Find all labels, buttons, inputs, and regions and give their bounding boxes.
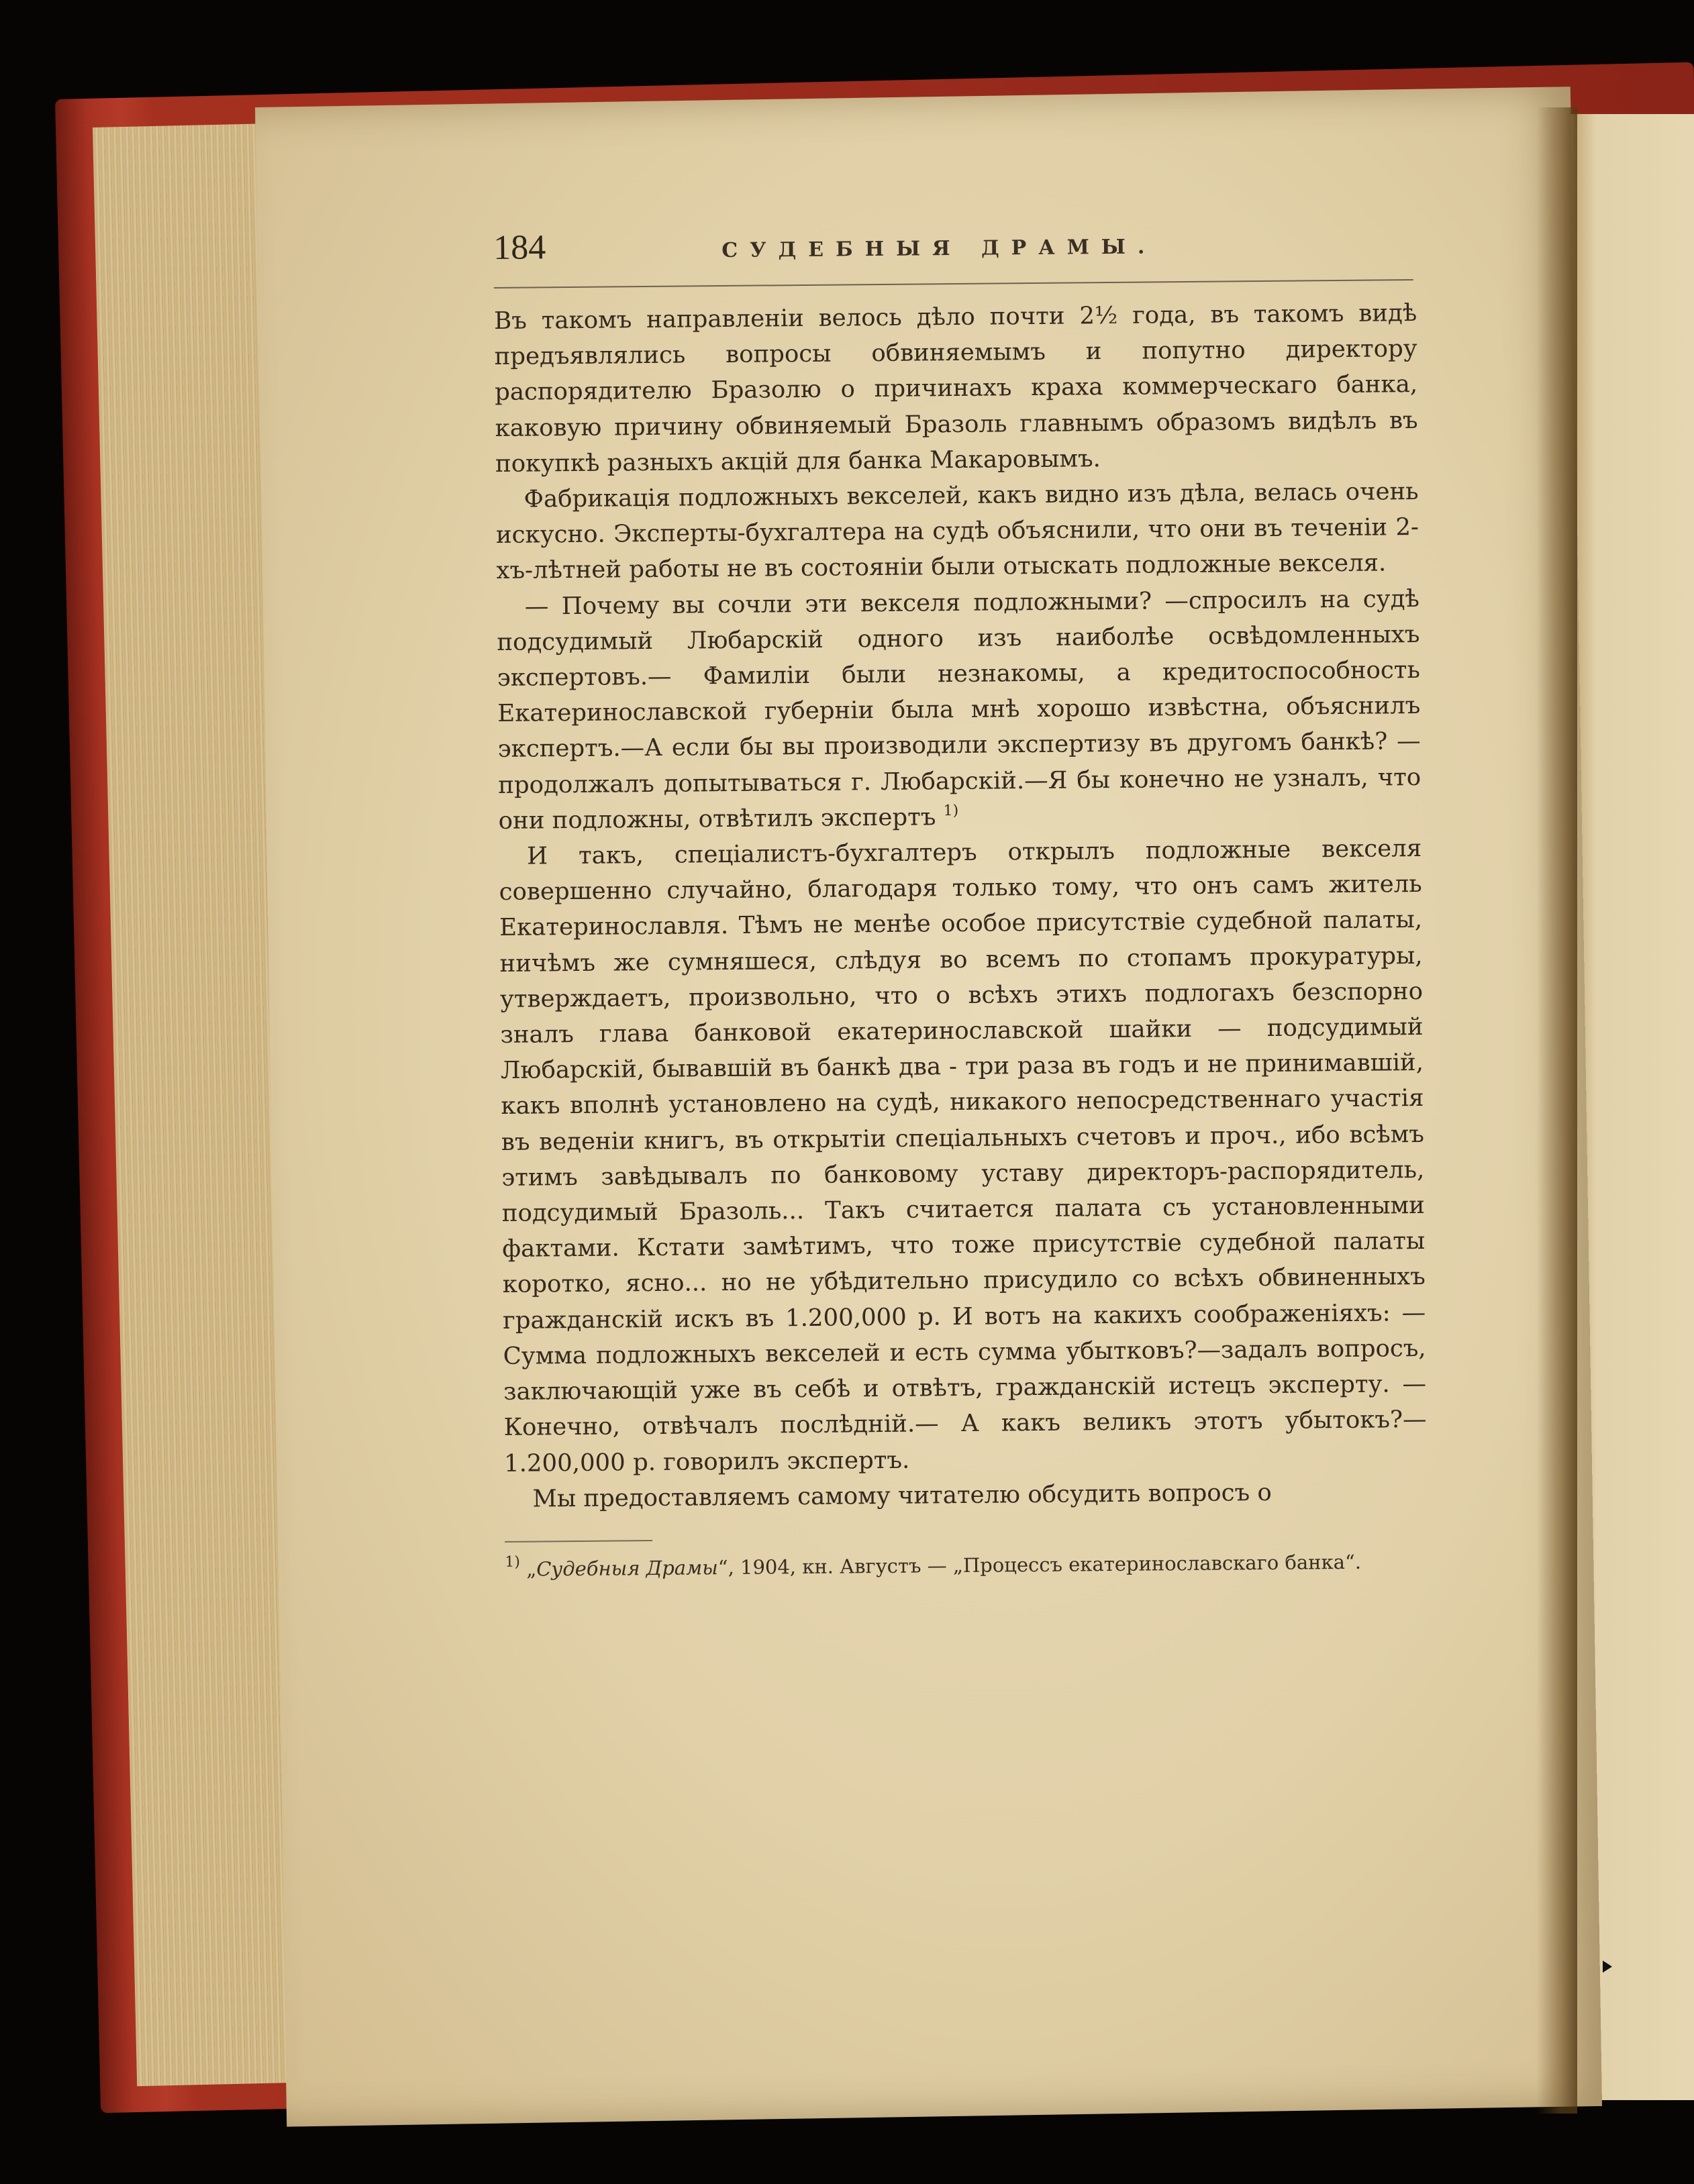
footnote-marker: 1) xyxy=(505,1553,521,1571)
footnote-source-title: Судебныя Драмы xyxy=(536,1556,718,1581)
page-header xyxy=(493,220,1417,282)
page-number: 184 xyxy=(493,228,546,267)
footnote-reference: 1) xyxy=(943,802,959,820)
paragraph xyxy=(497,581,1422,839)
page-content xyxy=(493,220,1428,1584)
page-marker-icon xyxy=(1603,1961,1612,1973)
footnote-source-detail: “, 1904, кн. Августъ — „Процессъ екатеринославскаго банка“. xyxy=(717,1550,1362,1579)
footnote-quote-open: „ xyxy=(526,1557,537,1581)
paragraph: И такъ, спеціалистъ-бухгалтеръ открылъ подложные векселя совершенно случайно, благодаря только тому, что онъ самъ житель Екатеринославля. Тѣмъ не менѣе особое присутствіе судебной палаты, ничѣмъ же сумняшеся, слѣдуя во всемъ по стопамъ прокуратуры, утверждаетъ, произвольно, что о всѣхъ этихъ подлогахъ безспорно зналъ глава банковой екатеринославской шайки — подсудимый Любарскій, бывавшій въ банкѣ два - три раза въ годъ и не принимавшій, какъ вполнѣ установлено на судѣ, никакого непосредственнаго участія въ веденіи книгъ, въ открытіи спеціальныхъ счетовъ и проч., ибо всѣмъ этимъ завѣдывалъ по банковому уставу директоръ-распорядитель, подсудимый Бразоль... Такъ считается палата съ установленными фактами. Кстати замѣтимъ, что тоже присутствіе судебной палаты коротко, ясно... но не убѣдительно присудило со всѣхъ обвиненныхъ гражданскій искъ въ 1.200,000 р. И вотъ на какихъ соображеніяхъ: — Сумма подложныхъ векселей и есть сумма убытковъ?—задалъ вопросъ, заключающій уже въ себѣ и отвѣтъ, гражданскій истецъ эксперту. — Конечно, отвѣчалъ послѣдній.— А какъ великъ этотъ убытокъ?—1.200,000 р. говорилъ экспертъ. xyxy=(499,835,1427,1477)
body-text xyxy=(494,295,1428,1517)
footnote-rule xyxy=(505,1540,652,1543)
paragraph: Мы предоставляемъ самому читателю обсудить вопросъ о xyxy=(532,1478,1272,1513)
dialogue-text: — Почему вы сочли эти векселя подложными? —спросилъ на судѣ подсудимый Любарскій одного изъ наиболѣе освѣдомленныхъ экспертовъ.— Фамиліи были незнакомы, а кредитоспособность Екатеринославской губерніи была мнѣ хорошо извѣстна, объяснилъ экспертъ.—А если бы вы производили экспертизу въ другомъ банкѣ? — продолжалъ допытываться г. Любарскій.—Я бы конечно не узналъ, что они подложны, отвѣтилъ экспертъ xyxy=(497,584,1422,835)
running-title: СУДЕБНЫЯ ДРАМЫ. xyxy=(721,235,1157,263)
paragraph: Въ такомъ направленіи велось дѣло почти 2½ года, въ такомъ видѣ предъявлялись вопросы обвиняемымъ и попутно директору распорядителю Бразолю о причинахъ краха коммерческаго банка, каковую причину обвиняемый Бразоль главнымъ образомъ видѣлъ въ покупкѣ разныхъ акцій для банка Макаровымъ. xyxy=(494,299,1418,478)
book-gutter xyxy=(1537,107,1577,2114)
paragraph: Фабрикація подложныхъ векселей, какъ видно изъ дѣла, велась очень искусно. Эксперты-бухгалтера на судѣ объяснили, что они въ теченіи 2-хъ-лѣтней работы не въ состояніи были отыскать подложные векселя. xyxy=(495,478,1419,585)
